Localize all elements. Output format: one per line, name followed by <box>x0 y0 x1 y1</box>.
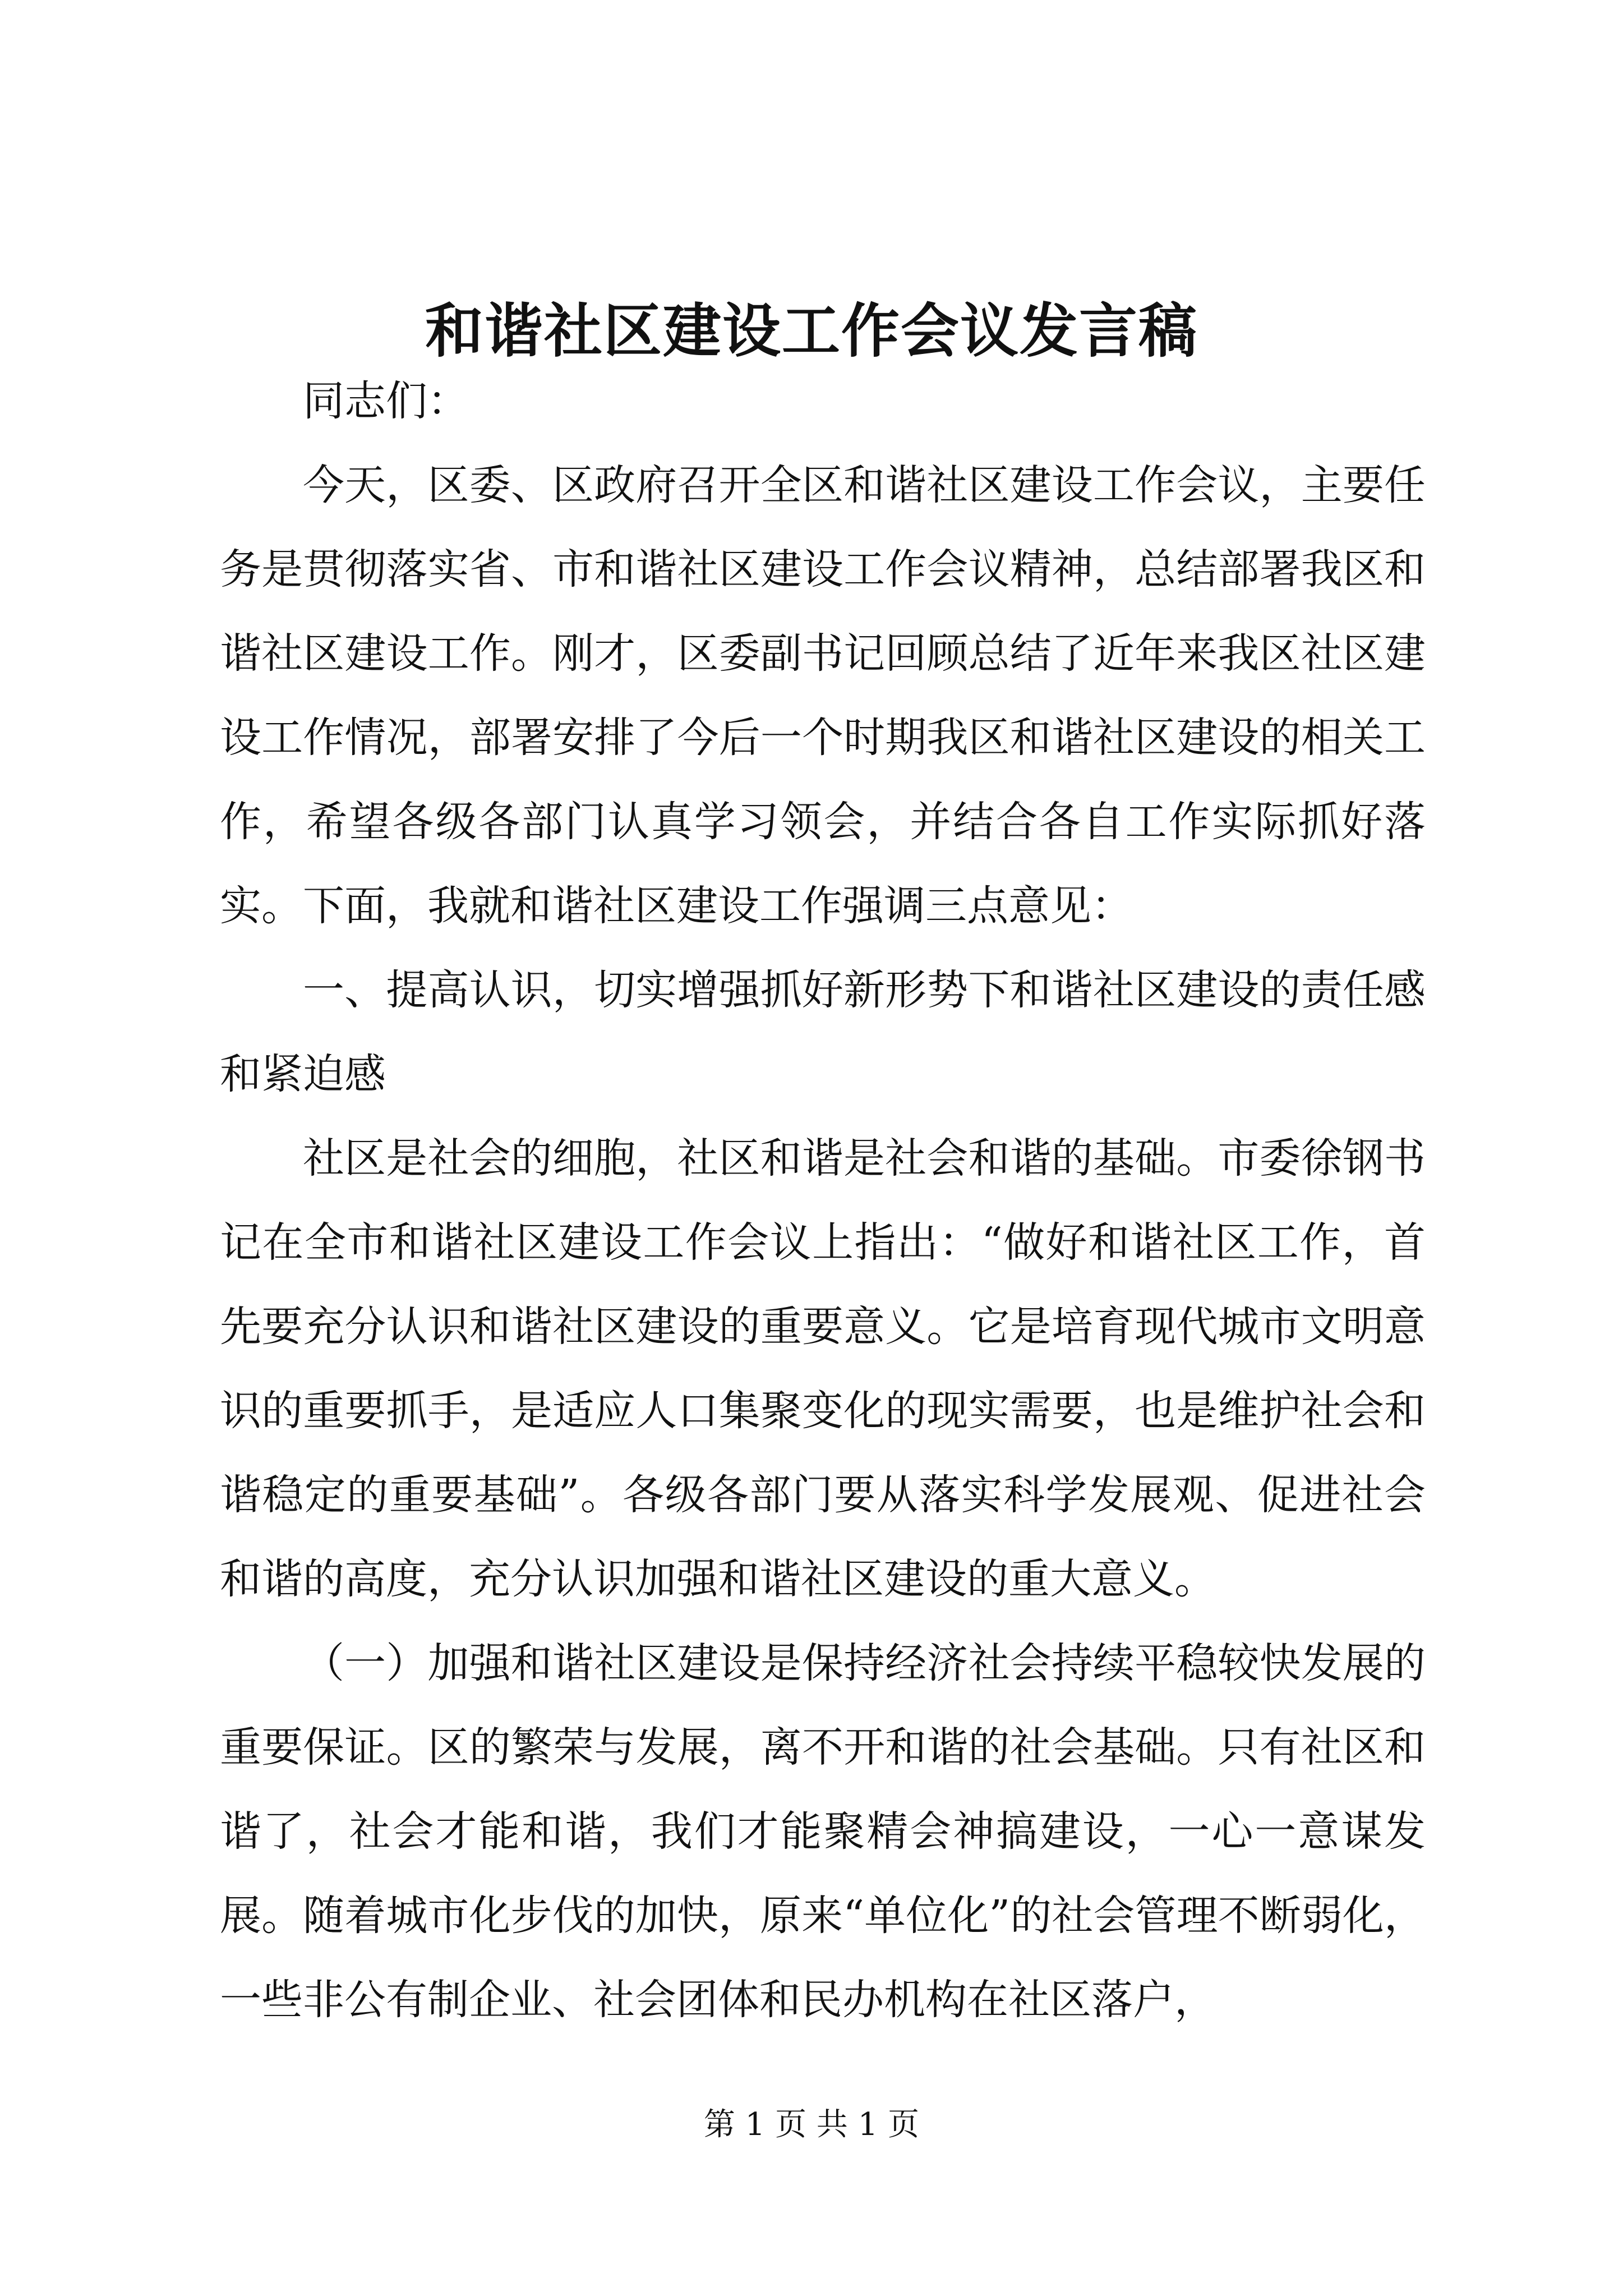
document-title: 和谐社区建设工作会议发言稿 <box>425 296 1198 365</box>
page-footer: 第 1 页 共 1 页 <box>703 2106 920 2143</box>
paragraph-intro: 今天，区委、区政府召开全区和谐社区建设工作会议，主要任务是贯彻落实省、市和谐社区建设工作会议精神，总结部署我区和谐社区建设工作。刚才，区委副书记回顾总结了近年来我区社区建设工作情况，部署安排了今后一个时期我区和谐社区建设的相关工作，希望各级各部门认真学习领会，并结合各自工作实际抓好落实。下面，我就和谐社区建设工作强调三点意见： <box>220 461 1426 930</box>
paragraph-section-1: 社区是社会的细胞，社区和谐是社会和谐的基础。市委徐钢书记在全市和谐社区建设工作会议上指出：“做好和谐社区工作，首先要充分认识和谐社区建设的重要意义。它是培育现代城市文明意识的重要抓手，是适应人口集聚变化的现实需要，也是维护社会和谐稳定的重要基础”。各级各部门要从落实科学发展观、促进社会和谐的高度，充分认识加强和谐社区建设的重大意义。 <box>220 1134 1426 1603</box>
section-heading-1: 一、提高认识，切实增强抓好新形势下和谐社区建设的责任感和紧迫感 <box>220 966 1426 1098</box>
paragraph-subsection-1: （一）加强和谐社区建设是保持经济社会持续平稳较快发展的重要保证。区的繁荣与发展，离不开和谐的社会基础。只有社区和谐了，社会才能和谐，我们才能聚精会神搞建设，一心一意谋发展。随着城市化步伐的加快，原来“单位化”的社会管理不断弱化，一些非公有制企业、社会团体和民办机构在社区落户， <box>220 1639 1426 2024</box>
document-body <box>220 359 1426 2042</box>
salutation: 同志们： <box>303 377 469 425</box>
